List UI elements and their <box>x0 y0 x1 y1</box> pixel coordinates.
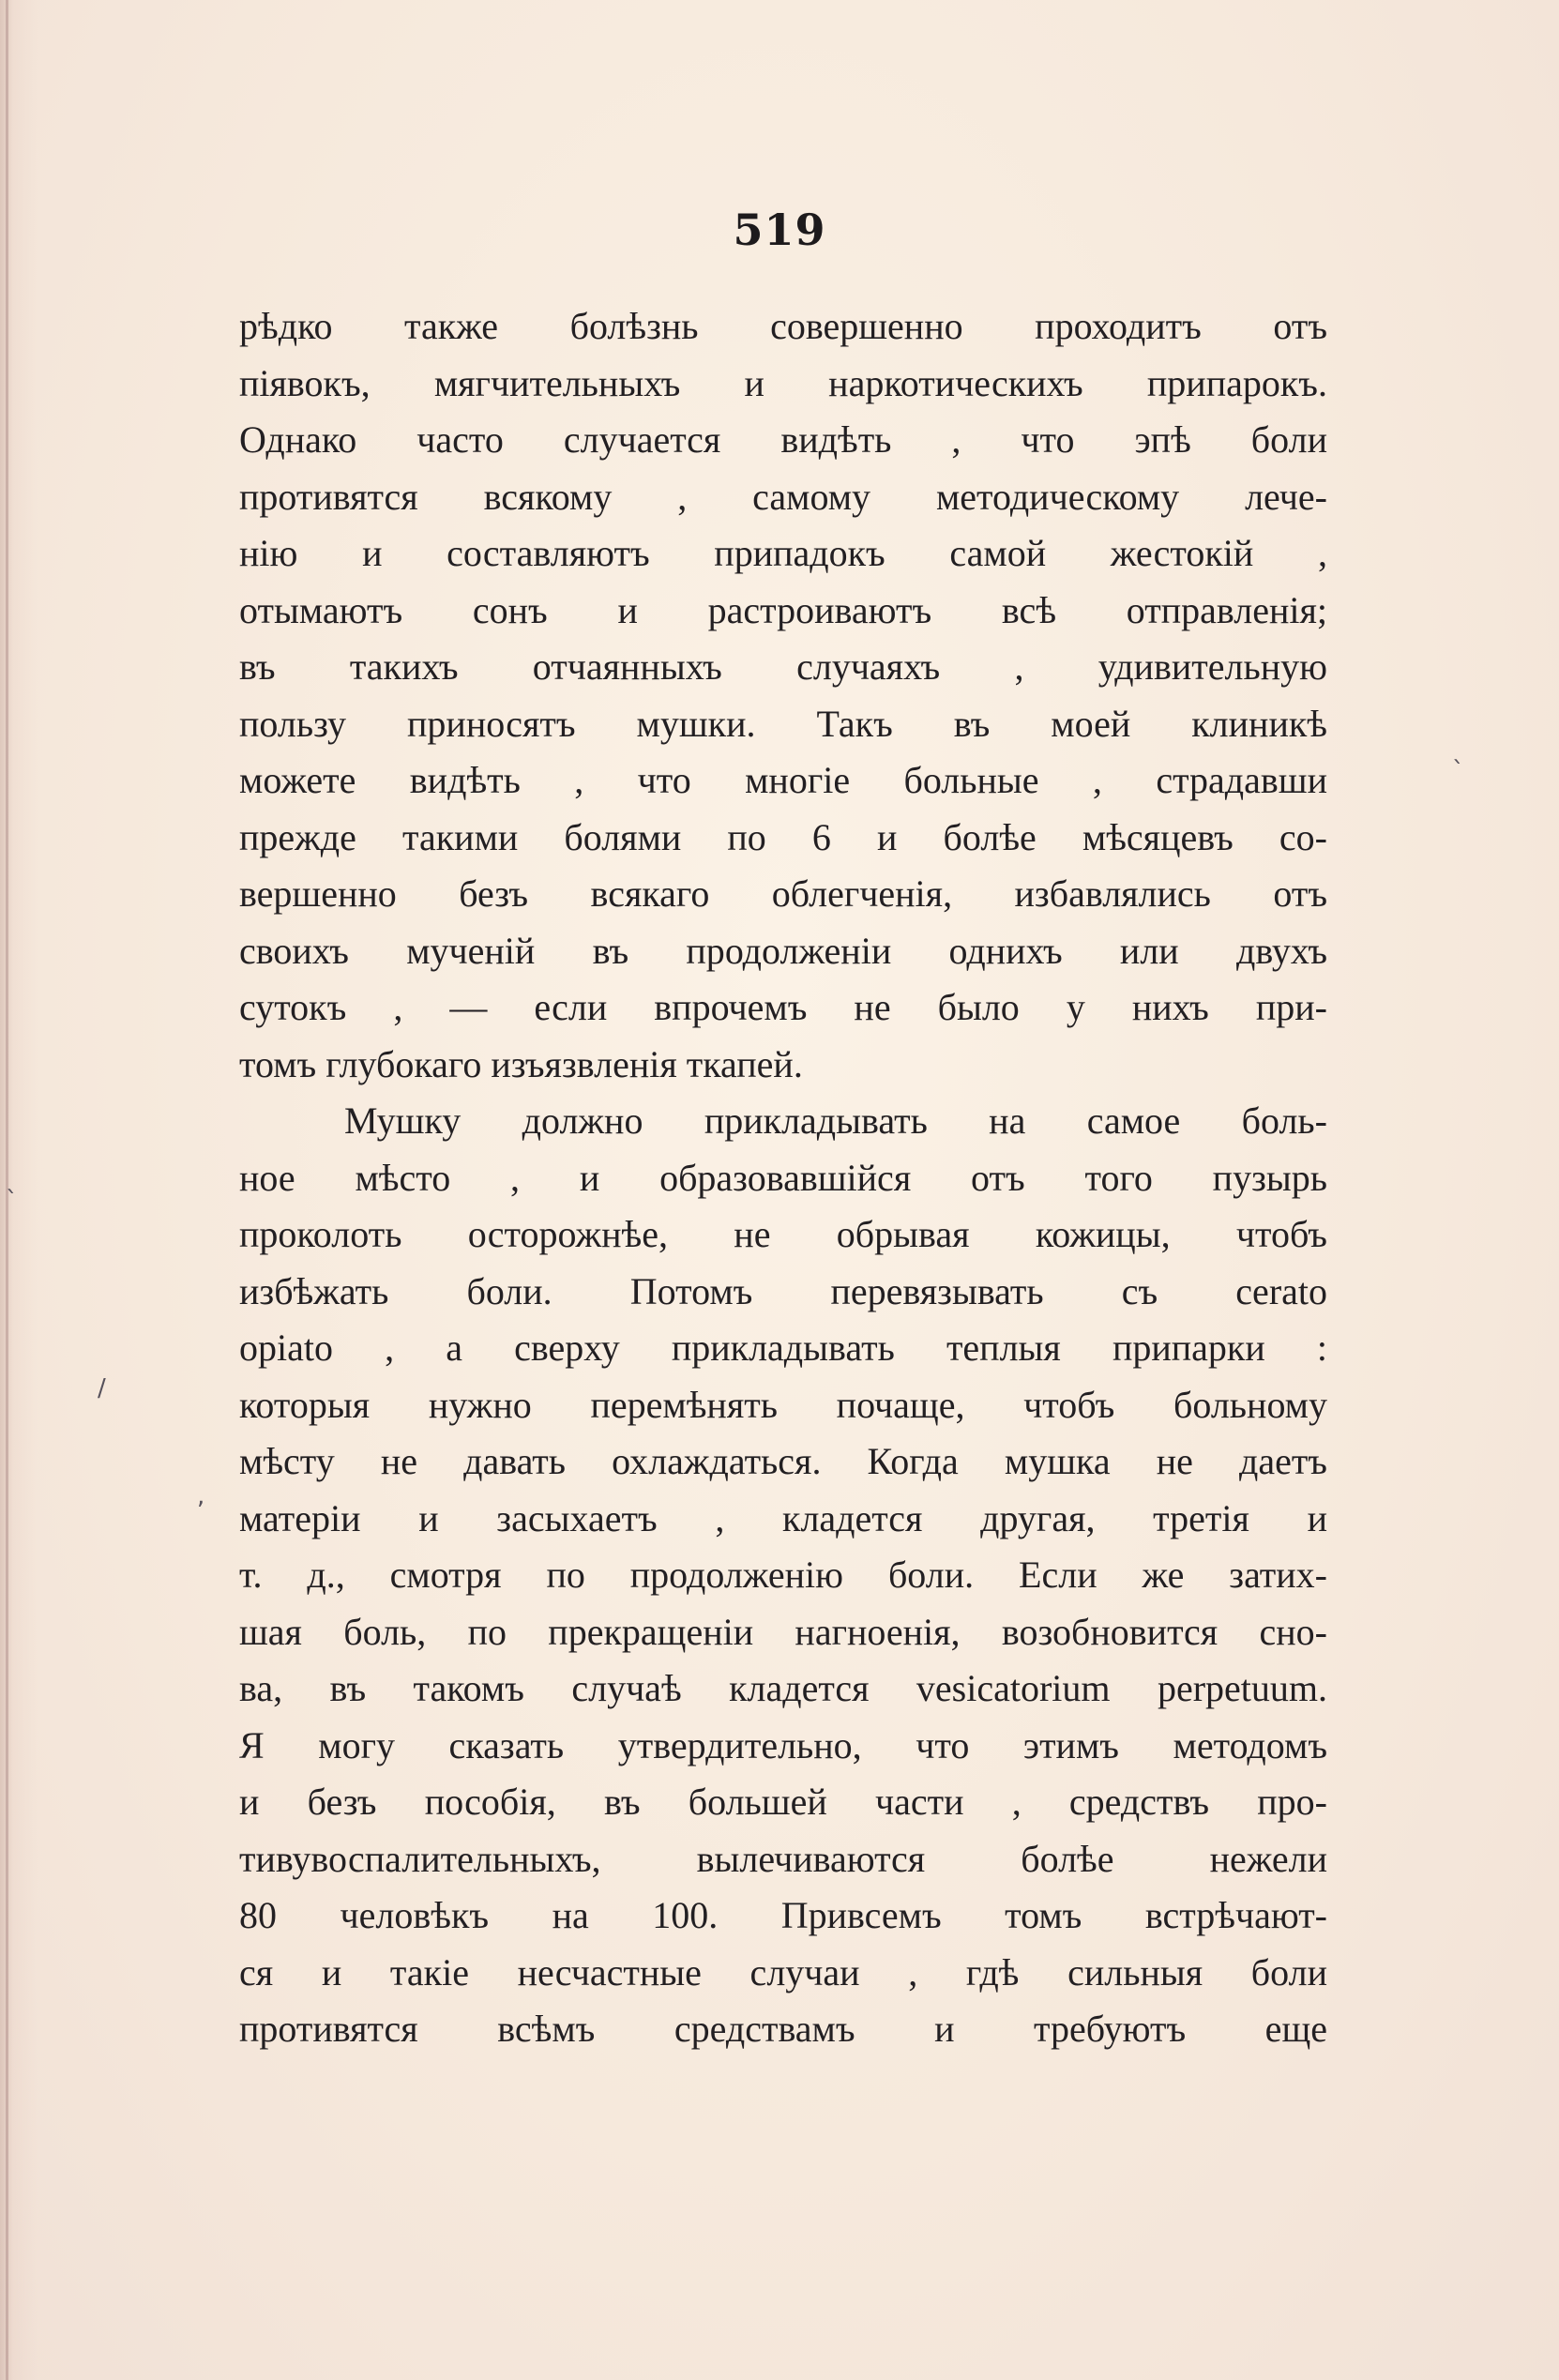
text-line: матерiи и засыхаетъ , кладется другая, третiя и <box>239 1496 1327 1539</box>
text-line: т. д., смотря по продолженiю боли. Если же затих- <box>239 1554 1327 1596</box>
text-line: проколоть осторожнѣе, не обрывая кожицы, чтобъ <box>239 1213 1327 1255</box>
text-line: вершенно безъ всякаго облегченiя, избавлялись отъ <box>239 872 1327 915</box>
text-line: пiявокъ, мягчительныхъ и наркотическихъ припарокъ. <box>239 361 1327 404</box>
text-line: и безъ пособiя, въ большей части , средствъ про- <box>239 1781 1327 1823</box>
text-line: избѣжать боли. Потомъ перевязывать съ cerato <box>239 1269 1327 1312</box>
text-line: Мушку должно прикладывать на самое боль- <box>344 1099 1327 1142</box>
text-line: пользу приносятъ мушки. Такъ въ моей клиникѣ <box>239 702 1327 745</box>
page-number: 519 <box>733 205 826 255</box>
margin-speck: ˎ <box>1452 736 1464 765</box>
text-line: своихъ мученiй въ продолженiи однихъ или двухъ <box>239 929 1327 972</box>
text-line: 80 человѣкъ на 100. Привсемъ томъ встрѣчают- <box>239 1894 1327 1936</box>
text-line: мѣсту не давать охлаждаться. Когда мушка не даетъ <box>239 1440 1327 1482</box>
text-line: отымаютъ сонъ и растроиваютъ всѣ отправленiя; <box>239 588 1327 631</box>
text-line: противятся всякому , самому методическому лече- <box>239 475 1327 518</box>
paragraph <box>239 1093 1327 2058</box>
text-line: можете видѣть , что многiе больные , страдавши <box>239 759 1327 801</box>
margin-speck: ˋ <box>6 1187 18 1215</box>
text-line: Однако часто случается видѣть , что эпѣ боли <box>239 418 1327 461</box>
text-line: тивувоспалительныхъ, вылечиваются болѣе нежели <box>239 1837 1327 1880</box>
text-line: нiю и составляютъ припадокъ самой жестокiй , <box>239 532 1327 574</box>
text-line: прежде такими болями по 6 и болѣе мѣсяцевъ со- <box>239 815 1327 858</box>
paragraph <box>239 298 1327 1093</box>
text-line: шая боль, по прекращенiи нагноенiя, возобновится сно- <box>239 1610 1327 1653</box>
text-line: противятся всѣмъ средствамъ и требуютъ еще <box>239 2008 1327 2050</box>
margin-speck: / <box>98 1374 106 1402</box>
text-line: ся и такiе несчастные случаи , гдѣ сильныя боли <box>239 1950 1327 1993</box>
text-line: которыя нужно перемѣнять почаще, чтобъ больному <box>239 1383 1327 1426</box>
text-line: томъ глубокаго изъязвленiя ткапей. <box>239 1042 803 1085</box>
text-line: ное мѣсто , и образовавшiйся отъ того пузырь <box>239 1156 1327 1199</box>
text-line: рѣдко также болѣзнь совершенно проходитъ отъ <box>239 305 1327 347</box>
text-line: opiato , а сверху прикладывать теплыя припарки : <box>239 1326 1327 1369</box>
body-text <box>239 298 1327 2058</box>
text-line: въ такихъ отчаянныхъ случаяхъ , удивительную <box>239 645 1327 688</box>
text-line: Я могу сказать утвердительно, что этимъ методомъ <box>239 1723 1327 1766</box>
text-line: сутокъ , — если впрочемъ не было у нихъ при- <box>239 986 1327 1028</box>
text-line: ва, въ такомъ случаѣ кладется vesicatorium perpetuum. <box>239 1667 1327 1709</box>
margin-speck: , <box>197 1482 205 1510</box>
